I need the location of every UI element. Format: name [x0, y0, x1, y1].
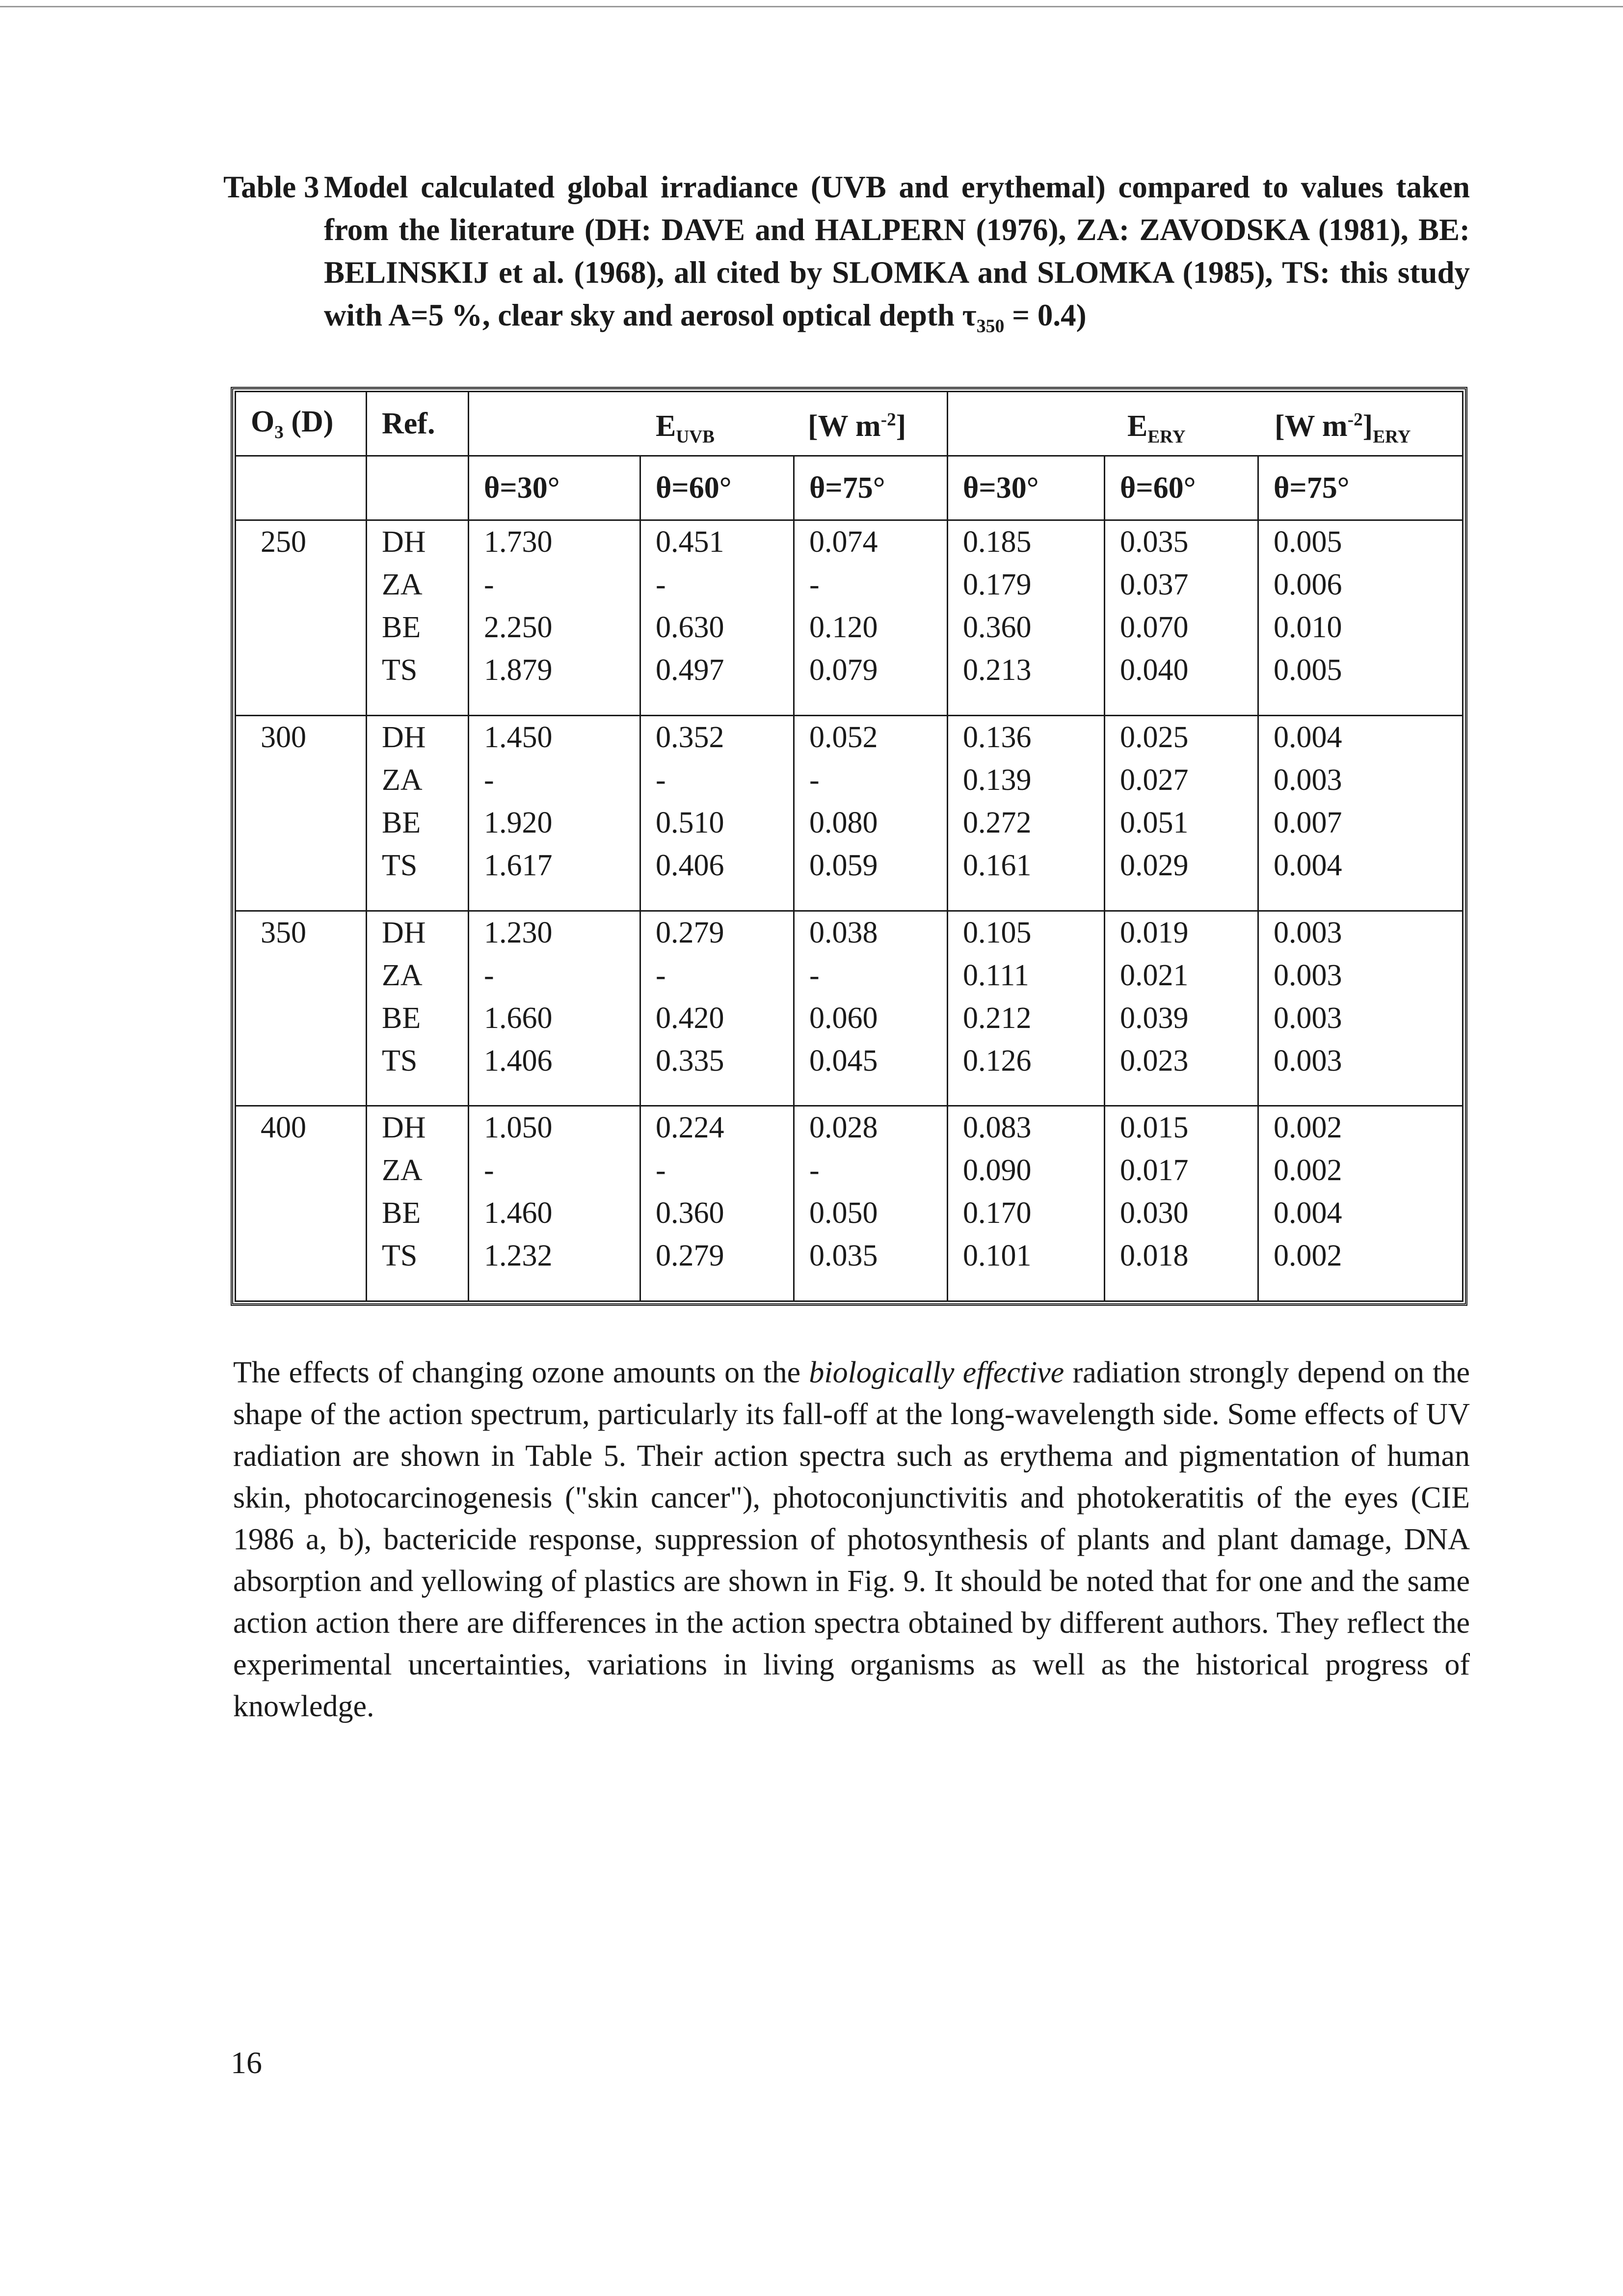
header-ery: $E_{ERY}$ [W $m^{-2}]_{ERY}$	[948, 392, 1463, 456]
header-ery-30: θ=30°	[948, 456, 1105, 520]
irradiance-table-frame	[231, 387, 1467, 1306]
o3-value: 350	[236, 911, 367, 1106]
ery-75-values: 0.005 0.006 0.010 0.005	[1258, 520, 1463, 716]
ery-60-values: 0.035 0.037 0.070 0.040	[1105, 520, 1258, 716]
uvb-60-values: 0.352 - 0.510 0.406	[640, 715, 794, 911]
irradiance-table	[235, 391, 1463, 1302]
header-uvb-75: θ=75°	[794, 456, 948, 520]
body-paragraph	[233, 1352, 1470, 1728]
ery-60-values: 0.019 0.021 0.039 0.023	[1105, 911, 1258, 1106]
table-label: Table 3	[223, 170, 319, 204]
ery-30-values: 0.083 0.090 0.170 0.101	[948, 1106, 1105, 1301]
uvb-30-values: 1.230 - 1.660 1.406	[469, 911, 640, 1106]
ery-30-values: 0.105 0.111 0.212 0.126	[948, 911, 1105, 1106]
o3-value: 400	[236, 1106, 367, 1301]
ery-60-values: 0.025 0.027 0.051 0.029	[1105, 715, 1258, 911]
table-row	[236, 911, 1463, 1106]
body-text-start: The effects of changing ozone amounts on the	[233, 1356, 809, 1389]
uvb-30-values: 1.050 - 1.460 1.232	[469, 1106, 640, 1301]
uvb-60-values: 0.224 - 0.360 0.279	[640, 1106, 794, 1301]
header-row-2	[236, 456, 1463, 520]
o3-value: 300	[236, 715, 367, 911]
uvb-75-values: 0.038 - 0.060 0.045	[794, 911, 948, 1106]
ref-list: DH ZA BE TS	[367, 715, 469, 911]
ery-75-values: 0.004 0.003 0.007 0.004	[1258, 715, 1463, 911]
ref-list: DH ZA BE TS	[367, 520, 469, 716]
ery-60-values: 0.015 0.017 0.030 0.018	[1105, 1106, 1258, 1301]
uvb-30-values: 1.730 - 2.250 1.879	[469, 520, 640, 716]
header-blank-o3	[236, 456, 367, 520]
header-o3: $O_3$ (D)	[236, 392, 367, 456]
ery-30-values: 0.185 0.179 0.360 0.213	[948, 520, 1105, 716]
table-row	[236, 520, 1463, 716]
uvb-30-values: 1.450 - 1.920 1.617	[469, 715, 640, 911]
table-row	[236, 1106, 1463, 1301]
body-text-italic: biologically effective	[809, 1356, 1064, 1389]
ery-75-values: 0.003 0.003 0.003 0.003	[1258, 911, 1463, 1106]
header-ery-75: θ=75°	[1258, 456, 1463, 520]
table-caption-text	[324, 166, 1470, 348]
ref-list: DH ZA BE TS	[367, 1106, 469, 1301]
uvb-75-values: 0.028 - 0.050 0.035	[794, 1106, 948, 1301]
header-ery-60: θ=60°	[1105, 456, 1258, 520]
header-uvb-60: θ=60°	[640, 456, 794, 520]
o3-value: 250	[236, 520, 367, 716]
ery-30-values: 0.136 0.139 0.272 0.161	[948, 715, 1105, 911]
ery-75-values: 0.002 0.002 0.004 0.002	[1258, 1106, 1463, 1301]
header-ref: Ref.	[367, 392, 469, 456]
table-row	[236, 715, 1463, 911]
uvb-60-values: 0.451 - 0.630 0.497	[640, 520, 794, 716]
header-uvb: $E_{UVB}$ [W $m^{-2}$]	[469, 392, 948, 456]
header-uvb-30: θ=30°	[469, 456, 640, 520]
uvb-75-values: 0.074 - 0.120 0.079	[794, 520, 948, 716]
page-number: 16	[231, 2045, 262, 2080]
tau-subscript: 350	[976, 316, 1005, 337]
scan-edge-line	[0, 6, 1623, 7]
caption-body: Model calculated global irradiance (UVB and erythemal) compared to values taken from the literature (DH: DAVE and HALPERN (1976), ZA: ZAVODSKA (1981), BE: BELINSKIJ et al. (1968), all cited by SLOMKA and SLOMKA (1985), TS: this study with A=5 %, clear sky and aerosol optical depth τ	[324, 170, 1470, 332]
header-row-1	[236, 392, 1463, 456]
caption-tail: = 0.4)	[1004, 298, 1087, 332]
ref-list: DH ZA BE TS	[367, 911, 469, 1106]
uvb-75-values: 0.052 - 0.080 0.059	[794, 715, 948, 911]
table-caption	[223, 166, 1470, 348]
body-text-rest: radiation strongly depend on the shape of the action spectrum, particularly its fall-off at the long-wavelength side. Some effects of UV radiation are shown in Table 5. Their action spectra such as erythema and pigmentation of human skin, photocarcinogenesis ("skin cancer"), photoconjunctivitis and photokeratitis of the eyes (CIE 1986 a, b), bactericide response, suppression of photosynthesis of plants and plant damage, DNA absorption and yellowing of plastics are shown in Fig. 9. It should be noted that for one and the same action action there are differences in the action spectra obtained by different authors. They reflect the experimental uncertainties, variations in living organisms as well as the historical progress of knowledge.	[233, 1356, 1470, 1723]
header-blank-ref	[367, 456, 469, 520]
uvb-60-values: 0.279 - 0.420 0.335	[640, 911, 794, 1106]
